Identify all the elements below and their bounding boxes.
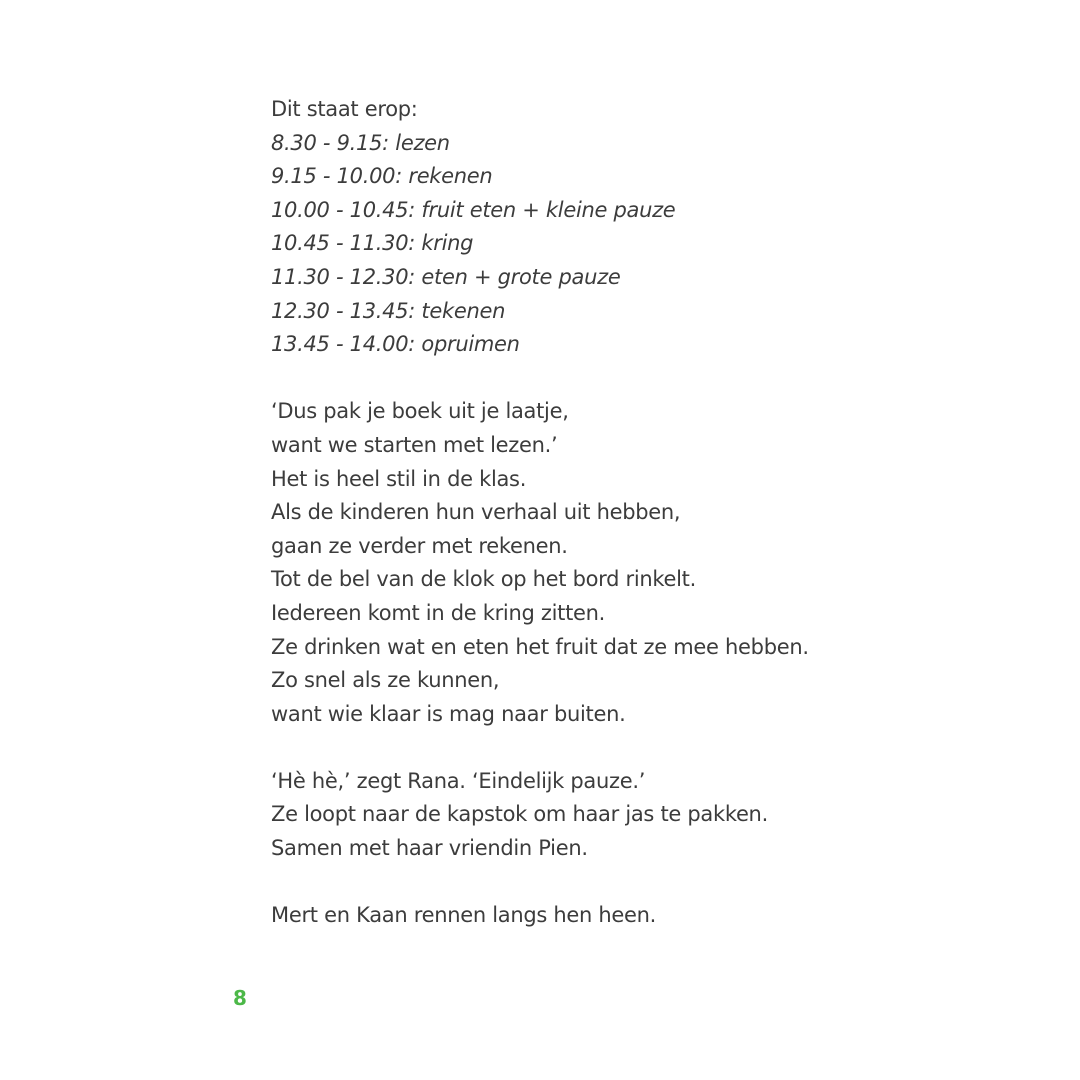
text-line: Zo snel als ze kunnen, [271,668,500,693]
text-line: want wie klaar is mag naar buiten. [271,701,626,726]
schedule-item: 10.45 - 11.30: kring [271,231,474,256]
paragraph-pause [271,765,1031,866]
text-line: Iedereen komt in de kring zitten. [271,600,606,625]
text-line: Als de kinderen hun verhaal uit hebben, [271,500,681,525]
schedule-item: 8.30 - 9.15: lezen [271,130,450,155]
schedule-item: 10.00 - 10.45: fruit eten + kleine pauze [271,197,676,222]
text-line: Mert en Kaan rennen langs hen heen. [271,903,657,928]
paragraph-gap [271,866,1031,900]
schedule-list [271,127,1031,362]
text-line: Samen met haar vriendin Pien. [271,836,588,861]
text-line: Ze loopt naar de kapstok om haar jas te pakken. [271,802,768,827]
paragraph-running [271,899,1031,933]
page-text [271,93,1031,933]
text-line: Ze drinken wat en eten het fruit dat ze mee hebben. [271,634,809,659]
paragraph-reading [271,395,1031,731]
schedule-item: 13.45 - 14.00: opruimen [271,332,520,357]
text-line: Tot de bel van de klok op het bord rinkelt. [271,567,696,592]
paragraph-gap [271,731,1031,765]
schedule-item: 11.30 - 12.30: eten + grote pauze [271,264,621,289]
schedule-item: 9.15 - 10.00: rekenen [271,164,493,189]
text-line: ‘Hè hè,’ zegt Rana. ‘Eindelijk pauze.’ [271,768,646,793]
paragraph-gap [271,362,1031,396]
text-line: gaan ze verder met rekenen. [271,533,568,558]
schedule-intro: Dit staat erop: [271,97,418,121]
page-number: 8 [233,986,247,1010]
text-line: Het is heel stil in de klas. [271,466,527,491]
text-line: want we starten met lezen.’ [271,432,558,457]
schedule-item: 12.30 - 13.45: tekenen [271,298,506,323]
text-line: ‘Dus pak je boek uit je laatje, [271,399,569,424]
